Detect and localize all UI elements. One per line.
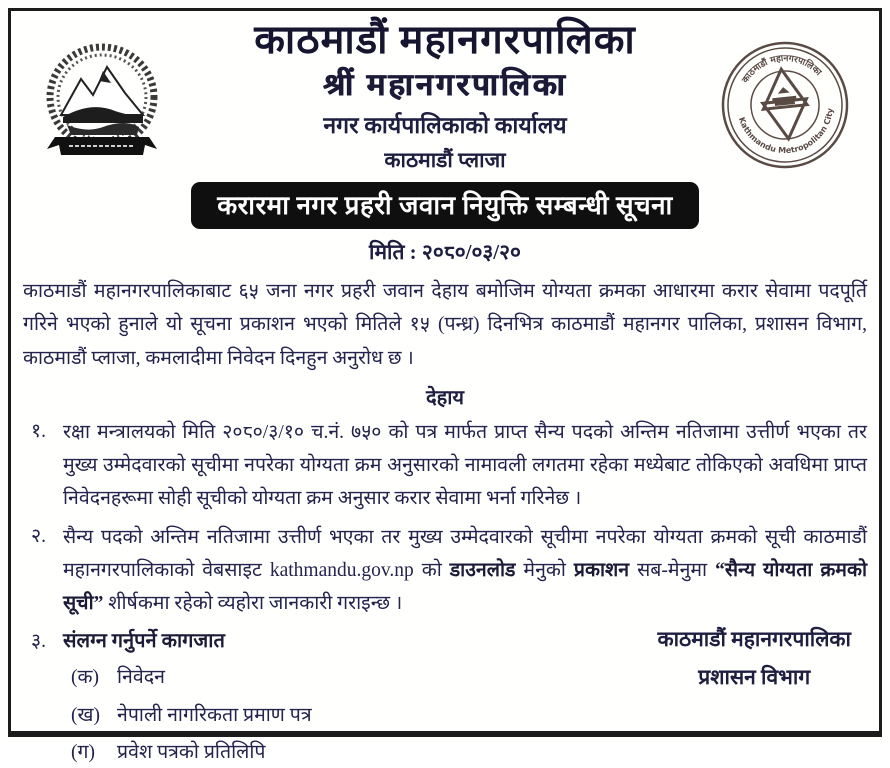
publication-submenu-label: प्रकाशन — [573, 560, 630, 582]
kmc-seal-icon — [708, 28, 862, 182]
website-url-text: kathmandu.gov.np — [269, 560, 414, 582]
details-heading: देहाय — [425, 386, 465, 409]
date-line: मिति : २०८०/०३/२० — [369, 240, 521, 265]
item-2-seg-a: सैन्य पदको अन्तिम नतिजामा उत्तीर्ण भएका तर मुख्य उम्मेदवारको सूचीमा नपरेका योग्यता क्रमको सूची काठमाडौं महानगरपालिकाको वेबसाइट — [63, 527, 867, 582]
list-item-2 — [23, 521, 867, 620]
sub-item-ga-label: (ग) — [71, 741, 95, 763]
item-1-text: रक्षा मन्त्रालयको मिति २०८०/३/१० च.नं. ७५० को पत्र मार्फत प्राप्त सैन्य पदको अन्तिम नतिजामा उत्तीर्ण भएका तर मुख्य उम्मेदवारको सूचीमा नपरेका योग्यता क्रम अनुसारको नामावली लगतमा रहेका मध्येबाट तोकिएको अवधिमा प्राप्त निवेदनहरूमा सोही सूचीको योग्यता क्रम अनुसार करार सेवामा भर्ना गरिनेछ । — [63, 421, 867, 509]
item-2-seg-d: सब-मेनुमा — [629, 560, 716, 582]
signature-dept: प्रशासन विभाग — [698, 665, 811, 690]
list-item-1 — [23, 416, 867, 515]
stylized-script-title: श्रीं महानगरपालिका — [322, 67, 568, 102]
banner-wrap — [23, 182, 867, 229]
sub-item-kha — [71, 701, 867, 731]
sub-item-ga — [71, 738, 867, 768]
document-border-frame — [8, 8, 882, 763]
seal-top-text: काठमाडौं महानगरपालिका — [740, 53, 823, 86]
sub-item-kha-text: नेपाली नागरिकता प्रमाण पत्र — [117, 704, 312, 726]
item-2-seg-b: को — [413, 560, 450, 582]
item-2-seg-c: मेनुको — [515, 560, 574, 582]
sub-item-ga-text: प्रवेश पत्रको प्रतिलिपि — [117, 741, 266, 763]
sub-item-kha-label: (ख) — [71, 704, 100, 726]
notice-title-banner: करारमा नगर प्रहरी जवान नियुक्ति सम्बन्धी सूचना — [191, 182, 699, 229]
quoted-list-title: “सैन्य योग्यता क्रमको सूची” — [63, 560, 867, 615]
item-2-seg-e: शीर्षकमा रहेको व्यहोरा जानकारी गराइन्छ । — [103, 593, 403, 615]
sub-item-ka-label: (क) — [71, 667, 99, 689]
municipality-title: काठमाडौं महानगरपालिका — [254, 17, 636, 62]
item-2-number: २. — [31, 526, 47, 548]
sub-item-ka-text: निवेदन — [117, 667, 165, 689]
nepal-emblem-icon — [41, 37, 163, 165]
item-2-text — [63, 521, 867, 620]
place-line: काठमाडौं प्लाजा — [384, 148, 506, 173]
office-line: नगर कार्यपालिकाको कार्यालय — [323, 112, 567, 138]
seal-bottom-text: Kathmandu Metropolitan City — [736, 107, 835, 156]
item-3-number: ३. — [31, 631, 47, 653]
intro-paragraph: काठमाडौं महानगरपालिकाबाट ६५ जना नगर प्रहरी जवान देहाय बमोजिम योग्यता क्रमका आधारमा करार सेवामा पदपूर्ति गरिने भएको हुनाले यो सूचना प्रकाशन भएको मितिले १५ (पन्ध्र) दिनभित्र काठमाडौं महानगर पालिका, प्रशासन विभाग, काठमाडौं प्लाजा, कमलादीमा निवेदन दिनहुन अनुरोध छ । — [23, 281, 867, 369]
item-3-heading: संलग्न गर्नुपर्ने कागजात — [63, 630, 225, 653]
download-menu-label: डाउनलोड — [449, 560, 516, 582]
item-1-number: १. — [31, 420, 47, 442]
signature-org: काठमाडौं महानगरपालिका — [657, 627, 851, 652]
signature-block — [657, 621, 851, 697]
